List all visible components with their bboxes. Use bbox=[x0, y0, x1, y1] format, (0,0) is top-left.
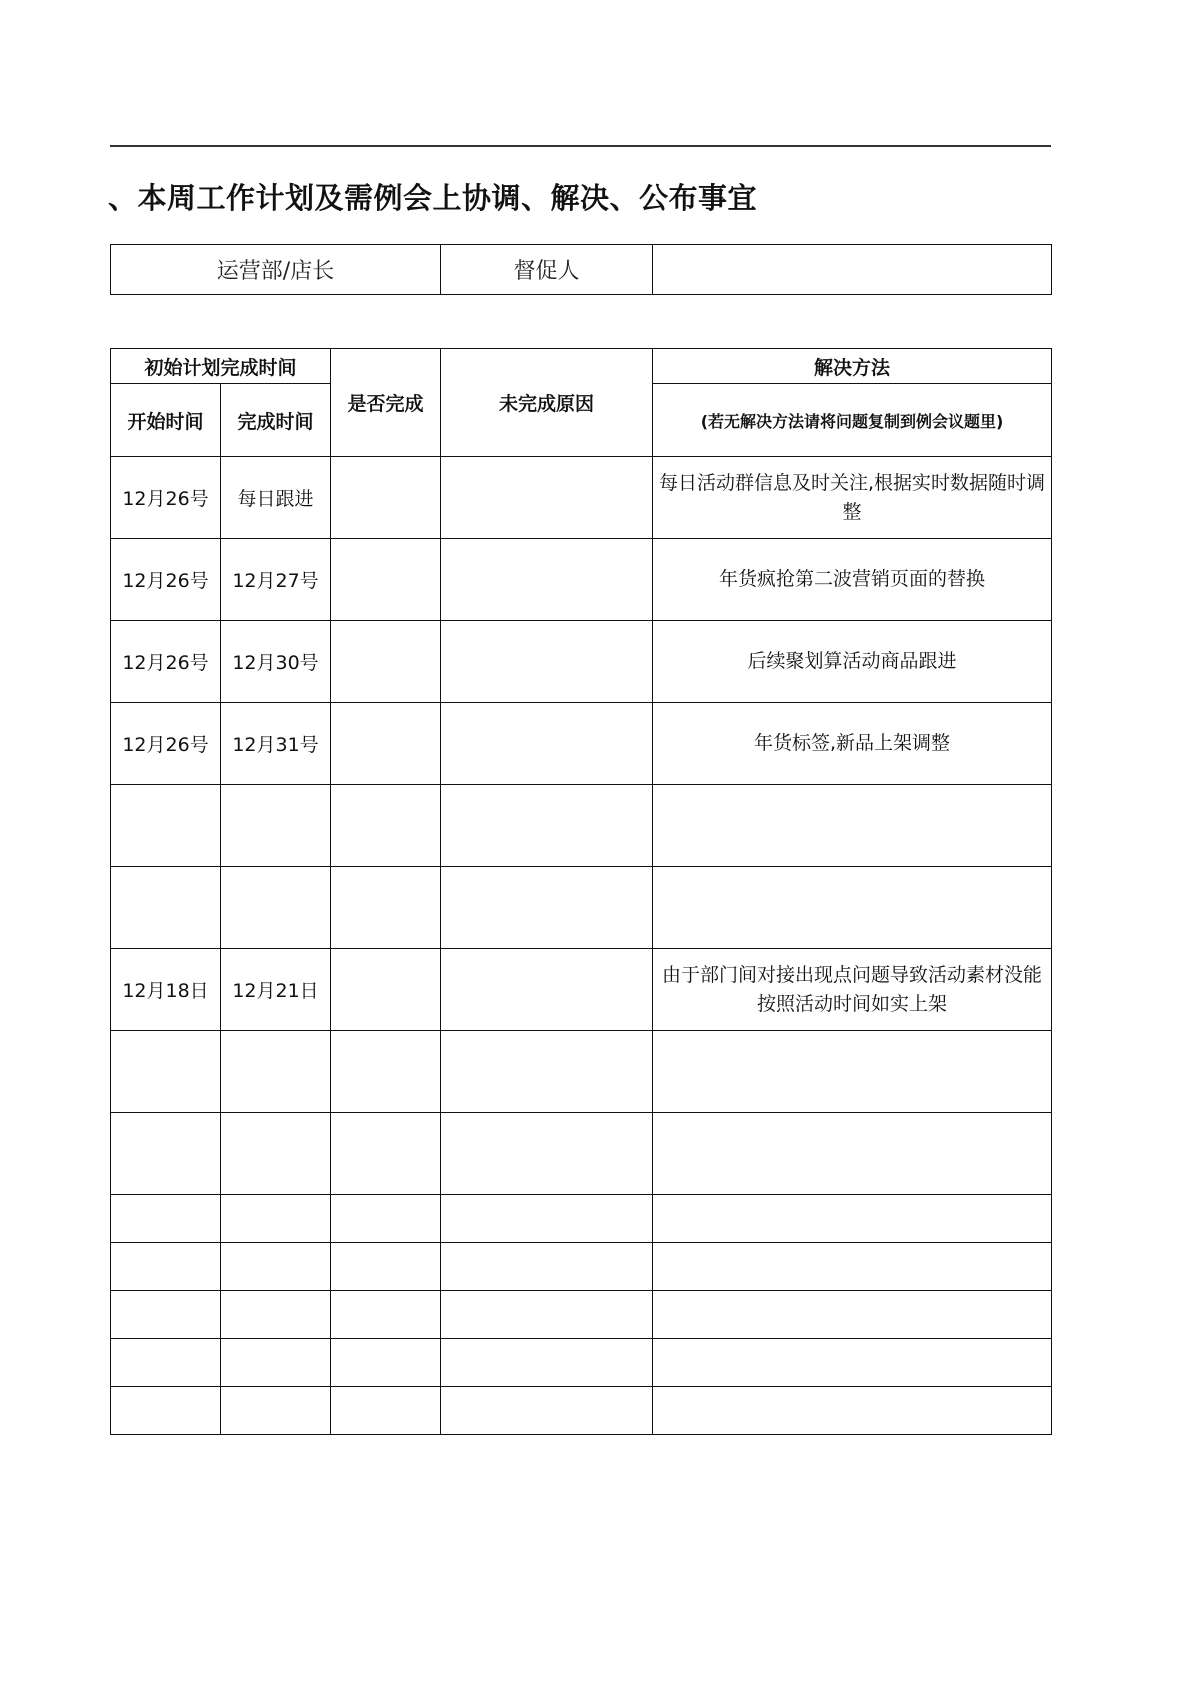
completed-cell[interactable] bbox=[331, 785, 441, 867]
table-row bbox=[111, 1339, 1052, 1387]
finish-time-cell[interactable] bbox=[221, 867, 331, 949]
reason-cell[interactable] bbox=[441, 1387, 653, 1435]
finish-time-cell[interactable] bbox=[221, 1195, 331, 1243]
completed-cell[interactable] bbox=[331, 1387, 441, 1435]
completed-cell[interactable] bbox=[331, 1291, 441, 1339]
header-completed: 是否完成 bbox=[331, 349, 441, 457]
reason-cell[interactable] bbox=[441, 949, 653, 1031]
plan-table bbox=[110, 348, 1052, 1435]
reason-cell[interactable] bbox=[441, 621, 653, 703]
reason-cell[interactable] bbox=[441, 1291, 653, 1339]
reason-cell[interactable] bbox=[441, 785, 653, 867]
completed-cell[interactable] bbox=[331, 621, 441, 703]
completed-cell[interactable] bbox=[331, 1031, 441, 1113]
finish-time-cell[interactable] bbox=[221, 785, 331, 867]
finish-time-cell[interactable] bbox=[221, 1387, 331, 1435]
start-time-cell[interactable]: 12月18日 bbox=[111, 949, 221, 1031]
reason-cell[interactable] bbox=[441, 1243, 653, 1291]
reason-cell[interactable] bbox=[441, 539, 653, 621]
completed-cell[interactable] bbox=[331, 1243, 441, 1291]
reason-cell[interactable] bbox=[441, 1031, 653, 1113]
solution-cell[interactable]: 年货标签,新品上架调整 bbox=[653, 703, 1052, 785]
start-time-cell[interactable]: 12月26号 bbox=[111, 703, 221, 785]
completed-cell[interactable] bbox=[331, 457, 441, 539]
solution-cell[interactable]: 后续聚划算活动商品跟进 bbox=[653, 621, 1052, 703]
finish-time-cell[interactable] bbox=[221, 1291, 331, 1339]
solution-cell[interactable]: 由于部门间对接出现点问题导致活动素材没能按照活动时间如实上架 bbox=[653, 949, 1052, 1031]
solution-cell[interactable] bbox=[653, 1387, 1052, 1435]
finish-time-cell[interactable]: 12月30号 bbox=[221, 621, 331, 703]
start-time-cell[interactable] bbox=[111, 1339, 221, 1387]
reason-cell[interactable] bbox=[441, 1113, 653, 1195]
start-time-cell[interactable] bbox=[111, 1195, 221, 1243]
finish-time-cell[interactable]: 每日跟进 bbox=[221, 457, 331, 539]
solution-cell[interactable] bbox=[653, 1243, 1052, 1291]
finish-time-cell[interactable] bbox=[221, 1339, 331, 1387]
start-time-cell[interactable] bbox=[111, 867, 221, 949]
department-label: 运营部/店长 bbox=[111, 245, 441, 295]
table-row bbox=[111, 1195, 1052, 1243]
reason-cell[interactable] bbox=[441, 457, 653, 539]
info-table bbox=[110, 244, 1052, 295]
table-row bbox=[111, 1113, 1052, 1195]
finish-time-cell[interactable] bbox=[221, 1243, 331, 1291]
solution-cell[interactable] bbox=[653, 1339, 1052, 1387]
table-row bbox=[111, 785, 1052, 867]
header-start-time: 开始时间 bbox=[111, 384, 221, 457]
reason-cell[interactable] bbox=[441, 1195, 653, 1243]
table-row bbox=[111, 1387, 1052, 1435]
header-finish-time: 完成时间 bbox=[221, 384, 331, 457]
start-time-cell[interactable]: 12月26号 bbox=[111, 539, 221, 621]
start-time-cell[interactable] bbox=[111, 1243, 221, 1291]
start-time-cell[interactable] bbox=[111, 1291, 221, 1339]
completed-cell[interactable] bbox=[331, 1339, 441, 1387]
completed-cell[interactable] bbox=[331, 1195, 441, 1243]
solution-cell[interactable] bbox=[653, 1195, 1052, 1243]
table-row bbox=[111, 457, 1052, 539]
solution-cell[interactable] bbox=[653, 867, 1052, 949]
solution-cell[interactable] bbox=[653, 1291, 1052, 1339]
table-row bbox=[111, 703, 1052, 785]
table-row bbox=[111, 621, 1052, 703]
supervisor-label: 督促人 bbox=[441, 245, 653, 295]
table-row bbox=[111, 1291, 1052, 1339]
completed-cell[interactable] bbox=[331, 1113, 441, 1195]
reason-cell[interactable] bbox=[441, 867, 653, 949]
start-time-cell[interactable] bbox=[111, 1387, 221, 1435]
completed-cell[interactable] bbox=[331, 539, 441, 621]
header-initial-plan-time: 初始计划完成时间 bbox=[111, 349, 331, 384]
reason-cell[interactable] bbox=[441, 1339, 653, 1387]
reason-cell[interactable] bbox=[441, 703, 653, 785]
table-row bbox=[111, 949, 1052, 1031]
start-time-cell[interactable] bbox=[111, 1113, 221, 1195]
finish-time-cell[interactable]: 12月21日 bbox=[221, 949, 331, 1031]
header-solution: 解决方法 bbox=[653, 349, 1052, 384]
supervisor-value[interactable] bbox=[653, 245, 1052, 295]
top-divider bbox=[110, 145, 1051, 147]
start-time-cell[interactable]: 12月26号 bbox=[111, 457, 221, 539]
completed-cell[interactable] bbox=[331, 949, 441, 1031]
finish-time-cell[interactable] bbox=[221, 1031, 331, 1113]
finish-time-cell[interactable]: 12月27号 bbox=[221, 539, 331, 621]
solution-cell[interactable] bbox=[653, 1031, 1052, 1113]
header-solution-note: (若无解决方法请将问题复制到例会议题里) bbox=[653, 384, 1052, 457]
solution-cell[interactable] bbox=[653, 785, 1052, 867]
solution-cell[interactable]: 年货疯抢第二波营销页面的替换 bbox=[653, 539, 1052, 621]
solution-cell[interactable] bbox=[653, 1113, 1052, 1195]
table-row bbox=[111, 539, 1052, 621]
start-time-cell[interactable] bbox=[111, 785, 221, 867]
completed-cell[interactable] bbox=[331, 867, 441, 949]
table-row bbox=[111, 867, 1052, 949]
table-row bbox=[111, 1031, 1052, 1113]
start-time-cell[interactable]: 12月26号 bbox=[111, 621, 221, 703]
table-row bbox=[111, 1243, 1052, 1291]
finish-time-cell[interactable] bbox=[221, 1113, 331, 1195]
finish-time-cell[interactable]: 12月31号 bbox=[221, 703, 331, 785]
start-time-cell[interactable] bbox=[111, 1031, 221, 1113]
header-reason: 未完成原因 bbox=[441, 349, 653, 457]
section-title: 、本周工作计划及需例会上协调、解决、公布事宜 bbox=[108, 181, 758, 215]
completed-cell[interactable] bbox=[331, 703, 441, 785]
solution-cell[interactable]: 每日活动群信息及时关注,根据实时数据随时调整 bbox=[653, 457, 1052, 539]
